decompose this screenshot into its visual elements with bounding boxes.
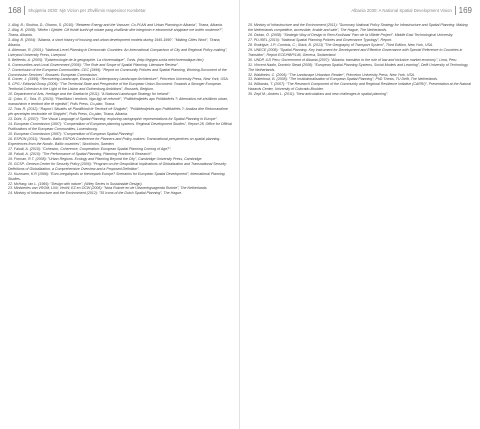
reference-entry: 20. GCSP- Geneva Center for Security Policy (2006): "Program on the Geopolitical Implications of Globalization and Transnational Security: Definitions of Globalization, a Comprehensive Overview and a Proposed Definition".: [8, 161, 228, 171]
reference-entry: 19. Forman, R.T. (2008): "Urban Regions. Ecology and Planning Beyond the City", Cambridge University Press, Cambridge.: [8, 156, 203, 161]
reference-entry: 4. Alterman, R. (2001): "National-Level Planning in Democratic Countries: An International Comparison of City and Regional Policy-making", Liverpool University Press, Liverpool.: [8, 47, 228, 57]
reference-entry: 27. PLUREL (2010): "National Spatial Planning Policies and Governance Typology", Report.: [248, 37, 393, 42]
reference-entry: 8. Comer, J. (1999): "Recovering Landscape, Essays in Contemporary Landscape Architecture", Princeton University Press, New York, USA.: [8, 77, 229, 82]
left-page-header: [8, 3, 232, 17]
left-page-number: 168: [8, 5, 22, 15]
reference-entry: 3. Allaj, B. (2004): "Albania, a short history of housing and urban development models during 1945-1990", "Making Cities Work", Tirana, Albania.: [8, 37, 221, 47]
reference-entry: 6. Communities and Local Government (2006): "The Role and Scope of Spatial Planning: Literature Review".: [8, 62, 179, 67]
reference-entry: 29. UNECE (2008): "Spatial Planning- Key Instrument for Development and Effective Governance with Special Reference to Countries in Transition", Report ECE/HBP/146, Geneva, Switzerland.: [248, 47, 463, 57]
reference-entry: 15. European Commission (1997): "Compendium of European Spatial Planning".: [8, 131, 135, 136]
reference-entry: 1. Allaj, B.; Shutina, D.; Dhamo, S. (2010): "Between Energy and the Vacuum: Co-PLAN and Urban Planning in Albania", Tirana, Albania.: [8, 23, 223, 27]
reference-entry: 32. Waldheim, C. (2006): "The Landscape Urbanism Reader", Princeton University Press, New York, USA.: [248, 72, 415, 77]
reference-list-right: [248, 23, 472, 97]
reference-entry: 14. European Commission (1997): "Compendium of European planning systems. Regional Development Studies", Report 28, Office for Official Publications of the European Communities, Luxembourg.: [8, 122, 232, 132]
reference-entry: 23. Ministeries van VROM, LNV, VenW, EZ en OCW (2006): "Nota Ruimte en de Uitvoeringsagenda Ruimte", The Netherlands.: [8, 186, 208, 191]
reference-entry: 31. Vincent Nadin, Dominic Stead (2008): "European Spatial Planning Systems, Social Models and Learning", Delft University of Technology, The Netherlands.: [248, 62, 469, 72]
reference-entry: 26. Özkan, Ö. (2008): "Strategic Way of Design in Rem Koolhaas' Parc de la Villette Project", Middle East Technological University.: [248, 32, 454, 37]
reference-entry: 28. Rodrigue, J.P; Comtois, C.; Slack, B. (2013) "The Geography of Transport System", Third Edition, New York, USA.: [248, 42, 434, 47]
reference-entry: 17. Faludi, A. (2010): "Cohesion, Coherence, Cooperation: European Spatial Planning Coming of Age?".: [8, 146, 172, 151]
reference-entry: 21. Kuzmann, K.R (1996): "Euro-megalopolis or themepark Europe? Scenarios for European Spatial Development", International Planning Studies.: [8, 171, 225, 181]
reference-entry: 2. Allaj, B. (2008): "Mirëm i Gjeldet: Cili është kurthi që mbate pang zhvillimin dhe integrimin e ekonomisë shqiptare me botën moderne?", Tirana, Albania.: [8, 27, 224, 37]
reference-entry: 7. Commission of the European Communities- CEC (1999): "Report on Community Policies and Spatial Planning, Working Document of the Commission Services", Brussels: European Commission.: [8, 67, 227, 77]
right-running-title: Albania 2030: A National Spatial Development Vision: [351, 7, 452, 13]
reference-entry: 24. Ministry of Infrastructure and the Environment (2012): "35 Icons of the Dutch Spatial Planning", The Hague.: [8, 191, 183, 196]
reference-entry: 25. Ministry of Infrastructure and the Environment (2011): "Summary National Policy Strategy for Infrastructure and Spatial Planning: Making the Netherlands competitive, accessible, livable and safe", The Hague, The Netherlands.: [248, 23, 468, 32]
reference-entry: 33. Waterhout, B. (2008): "The Institutionalisation of European Spatial Planning", PhD Thesis, TU Delft, The Netherlands.: [248, 77, 438, 82]
reference-entry: 18. Faludi, A. (2010): "The Performance of Spatial Planning, Planning Practice & Research".: [8, 151, 153, 156]
reference-entry: 13. Dühr, S. (2007): "The Visual Language of Spatial Planning: exploring cartographic representations for Spatial Planning in Europe".: [8, 117, 218, 122]
reference-entry: 12. Tota, R. (2012): "Raport i Situatës së Planifikimit të Territorit në Shqipëri", "Politikëndjekës apo Politikbërës ?: Analiza dhe Rekomandime për qeverisjen territoriale në Shqipëri", Polis Press, Co-plan, Tirana, Albania.: [8, 107, 228, 117]
reference-entry: 5. Belfeeds, A. (2005): "Epistemologie de la geographie. La chorematique", Tunis. (http://egigeo.scola.net/chorematique.htm): [8, 57, 204, 62]
reference-list-left: [8, 23, 232, 196]
right-page-header: [248, 3, 472, 17]
header-divider: [455, 6, 456, 15]
reference-entry: 11. Çobo, E.; Tota, R. (2010): "Planifikimi i territorit- Nga ligji në reformë", "Politikëndjekës apo Politikbërës ?: Alternativa më zhvillimin urban, manaxhimin e territorit dhe të mjedisit", Polis Press, Co-plan, Tirana.: [8, 97, 229, 107]
reference-entry: 35. Zepf M.; Andres L. (2011): "New articulations and new challenges in spatial planning".: [248, 92, 389, 97]
reference-entry: 10. Department of Arts, Heritage and the Gaeltacht (2011): "A National Landscape Strategy for Ireland".: [8, 92, 171, 97]
reference-entry: 22. McHarg, Ian L. (1969): "Design with nature", (Wiley Series in Sustainable Design).: [8, 181, 143, 186]
reference-entry: 9. CPG / Editorial Group (2006): "The Territorial State and Perspective of the European Union Document: Towards a Stronger European Territorial Cohesion in the Light of the Lisbon and Gothenburg Ambitions", Brussels, Belgium.: [8, 82, 221, 92]
right-page: [240, 0, 480, 429]
reference-entry: 16. ESPON (2011): "Nordic- Baltic ESPON Conference for Planners and Policy-makers: Transnational perspectives on spatial planning- Experiences from the Nordic- Baltic countries", Stockholm, Sweden.: [8, 136, 221, 146]
header-divider: [24, 6, 25, 15]
reference-entry: 30. UNDP, ILD Peru; Government of Albania (2007): "Albania: transition to the rule of law and inclusive market economy", Lima, Peru.: [248, 57, 458, 62]
right-page-number: 169: [458, 5, 472, 15]
left-running-title: Shqipëria 2030: Një Vizion për Zhvillimin Hapësinor Kombëtar: [28, 7, 146, 13]
reference-entry: 34. Wilbanks, T. (2007): "The Research Component of the Community and Regional Resilience Initiative (CARRI)", Presentation at the Natural Hazards Center, University of Colorado-Boulder.: [248, 82, 471, 92]
